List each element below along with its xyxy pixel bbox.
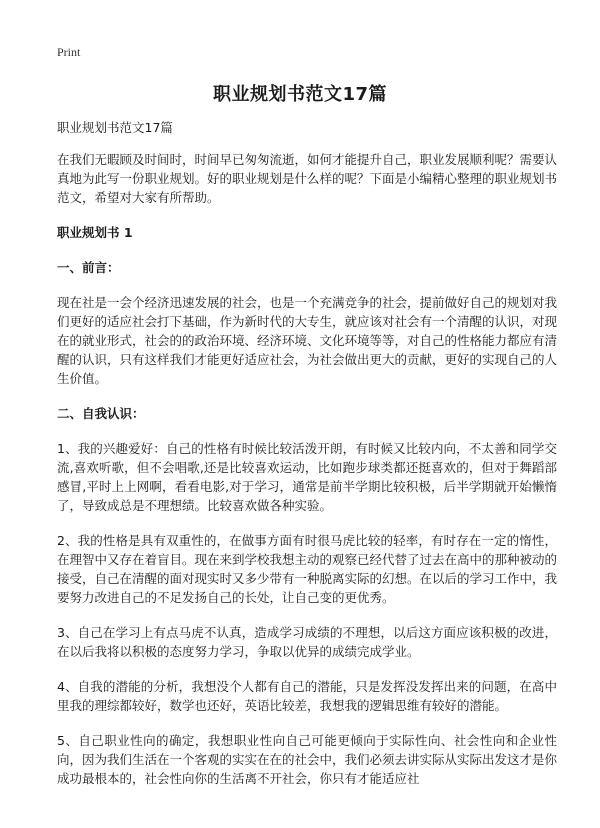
intro-paragraph: 在我们无暇顾及时间时，时间早已匆匆流逝，如何才能提升自己，职业发展顺利呢？需要认真地为此写一份职业规划。好的职业规划是什么样的呢？下面是小编精心整理的职业规划书范文，希望对大家有所帮助。 [57, 152, 558, 205]
document-body [57, 118, 557, 804]
print-link[interactable]: Print [57, 45, 81, 59]
document-subtitle: 职业规划书范文17篇 [57, 120, 173, 135]
list-item: 4、自我的潜能的分析，我想没个人都有自己的潜能，只是发挥没发挥出来的问题，在高中里我的理综都较好，数学也还好，英语比较差，我想我的逻辑思维有较好的潜能。 [57, 679, 557, 713]
list-item: 5、自己职业性向的确定，我想职业性向自己可能更倾向于实际性向、社会性向和企业性向，因为我们生活在一个客观的实实在在的社会中，我们必须去讲实际从实际出发这才是你成功最根本的，社会性向你的生活离不开社会，你只有才能适应社 [57, 733, 558, 786]
part1-paragraph: 现在社是一会个经济迅速发展的社会，也是一个充满竞争的社会，提前做好自己的规划对我们更好的适应社会打下基础，作为新时代的大专生，就应该对社会有一个清醒的认识，对现在的就业形式，社会的的政治环境、经济环境、文化环境等等，对自己的性格能力都应有清醒的认识，只有这样我们才能更好适应社会，为社会做出更大的贡献，更好的实现自己的人生价值。 [57, 295, 558, 386]
list-item: 3、自己在学习上有点马虎不认真，造成学习成绩的不理想，以后这方面应该积极的改进，在以后我将以积极的态度努力学习，争取以优异的成绩完成学业。 [57, 625, 557, 659]
part2-heading: 二、自我认识： [57, 406, 145, 421]
part1-heading: 一、前言： [57, 260, 120, 275]
section-heading: 职业规划书 1 [57, 225, 133, 240]
list-item: 1、我的兴趣爱好：自己的性格有时候比较活泼开朗，有时候又比较内向，不太善和同学交流,喜欢听歌，但不会唱歌,还是比较喜欢运动，比如跑步球类都还挺喜欢的，但对于舞蹈部感冒,平时上上网啊，看看电影,对于学习，通常是前半学期比较积极，后半学期就开始懒惰了，导致成总是不理想绩。比较喜欢做各种实验。 [57, 441, 557, 513]
page-title: 职业规划书范文17篇 [212, 84, 388, 105]
list-item: 2、我的性格是具有双重性的，在做事方面有时很马虎比较的轻率，有时存在一定的惰性，在理智中又存在着盲目。现在来到学校我想主动的观察已经代替了过去在高中的那种被动的接受，自己在清醒的面对现实时又多少带有一种脱离实际的幻想。在以后的学习工作中，我要努力改进自己的不足发扬自己的长处，让自己变的更优秀。 [57, 533, 558, 605]
